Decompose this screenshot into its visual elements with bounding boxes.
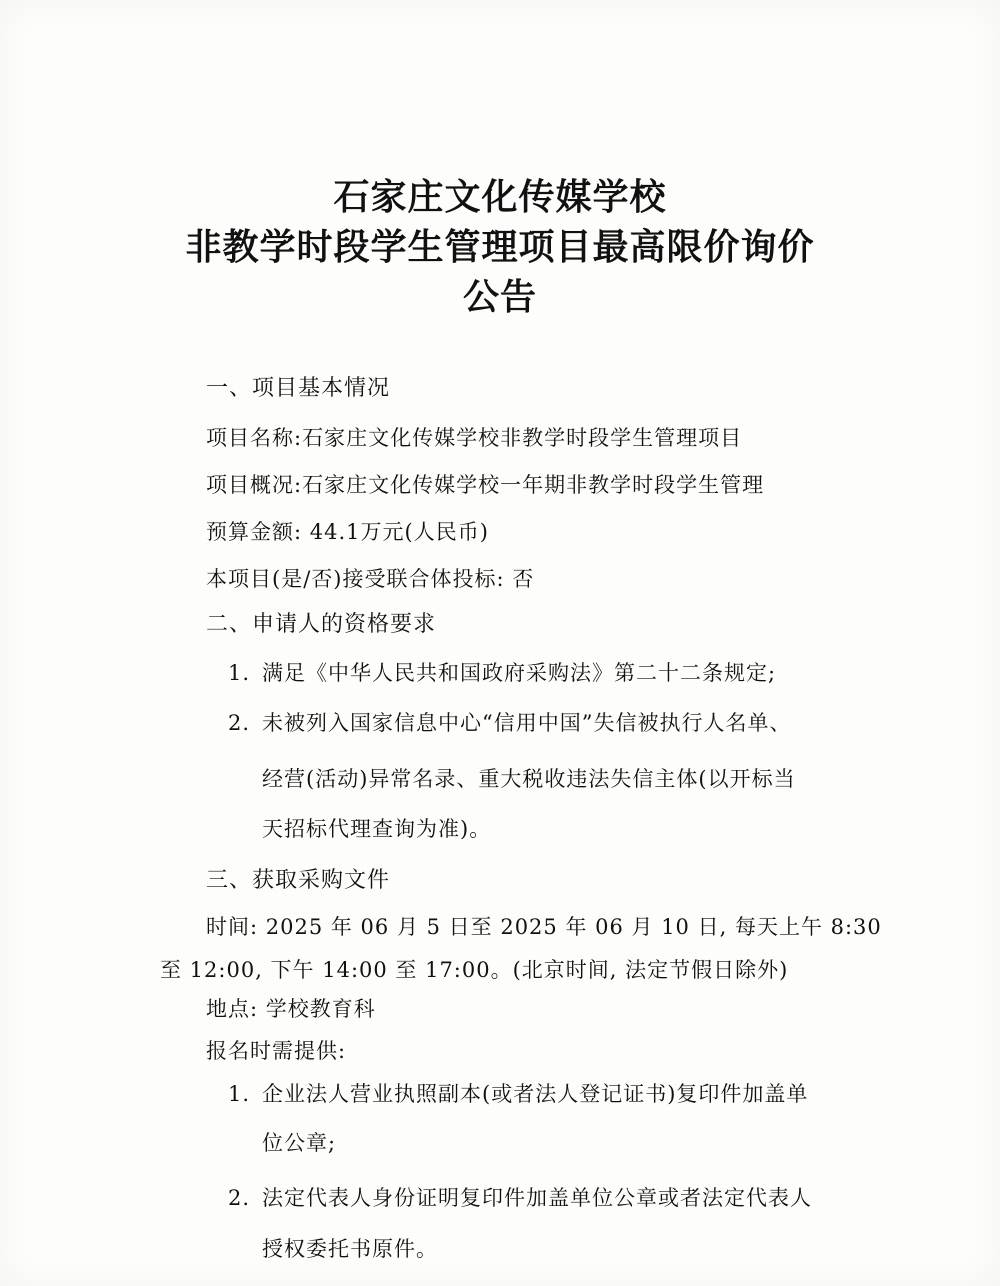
list-number: 1. <box>228 661 251 685</box>
list-item-text-continued: 天招标代理查询为准)。 <box>262 817 492 841</box>
requirement-item-2 <box>228 1183 812 1213</box>
time-line-1: 时间: 2025 年 06 月 5 日至 2025 年 06 月 10 日, 每天上午 8:30 <box>206 915 882 939</box>
qualification-item-2 <box>228 708 791 738</box>
list-item-text: 法定代表人身份证明复印件加盖单位公章或者法定代表人 <box>262 1186 812 1210</box>
page-title-line-1: 石家庄文化传媒学校 <box>333 177 667 218</box>
list-item-text-continued: 位公章; <box>262 1131 337 1155</box>
list-number: 2. <box>228 711 251 735</box>
section-1-heading: 一、项目基本情况 <box>206 376 391 401</box>
project-overview: 项目概况:石家庄文化传媒学校一年期非教学时段学生管理 <box>206 473 765 497</box>
qualification-item-1 <box>228 658 776 688</box>
consortium-bidding: 本项目(是/否)接受联合体投标: 否 <box>206 567 535 591</box>
time-line-2: 至 12:00, 下午 14:00 至 17:00。(北京时间, 法定节假日除外) <box>160 958 789 982</box>
list-item-text: 未被列入国家信息中心“信用中国”失信被执行人名单、 <box>262 711 792 735</box>
list-number: 2. <box>228 1186 251 1210</box>
requirement-item-1 <box>228 1079 808 1109</box>
list-item-text-continued: 经营(活动)异常名录、重大税收违法失信主体(以开标当 <box>262 767 796 791</box>
project-budget: 预算金额: 44.1万元(人民币) <box>206 520 489 544</box>
list-number: 1. <box>228 1082 251 1106</box>
section-3-heading: 三、获取采购文件 <box>206 868 391 893</box>
page-title-line-3: 公告 <box>462 277 537 318</box>
page-title-line-2: 非教学时段学生管理项目最高限价询价 <box>185 227 815 268</box>
list-item-text-continued: 授权委托书原件。 <box>262 1237 438 1261</box>
place: 地点: 学校教育科 <box>206 997 376 1021</box>
requirements-label: 报名时需提供: <box>206 1039 347 1063</box>
list-item-text: 企业法人营业执照副本(或者法人登记证书)复印件加盖单 <box>262 1082 809 1106</box>
section-2-heading: 二、申请人的资格要求 <box>206 612 437 637</box>
list-item-text: 满足《中华人民共和国政府采购法》第二十二条规定; <box>262 661 777 685</box>
project-name: 项目名称:石家庄文化传媒学校非教学时段学生管理项目 <box>206 426 743 450</box>
